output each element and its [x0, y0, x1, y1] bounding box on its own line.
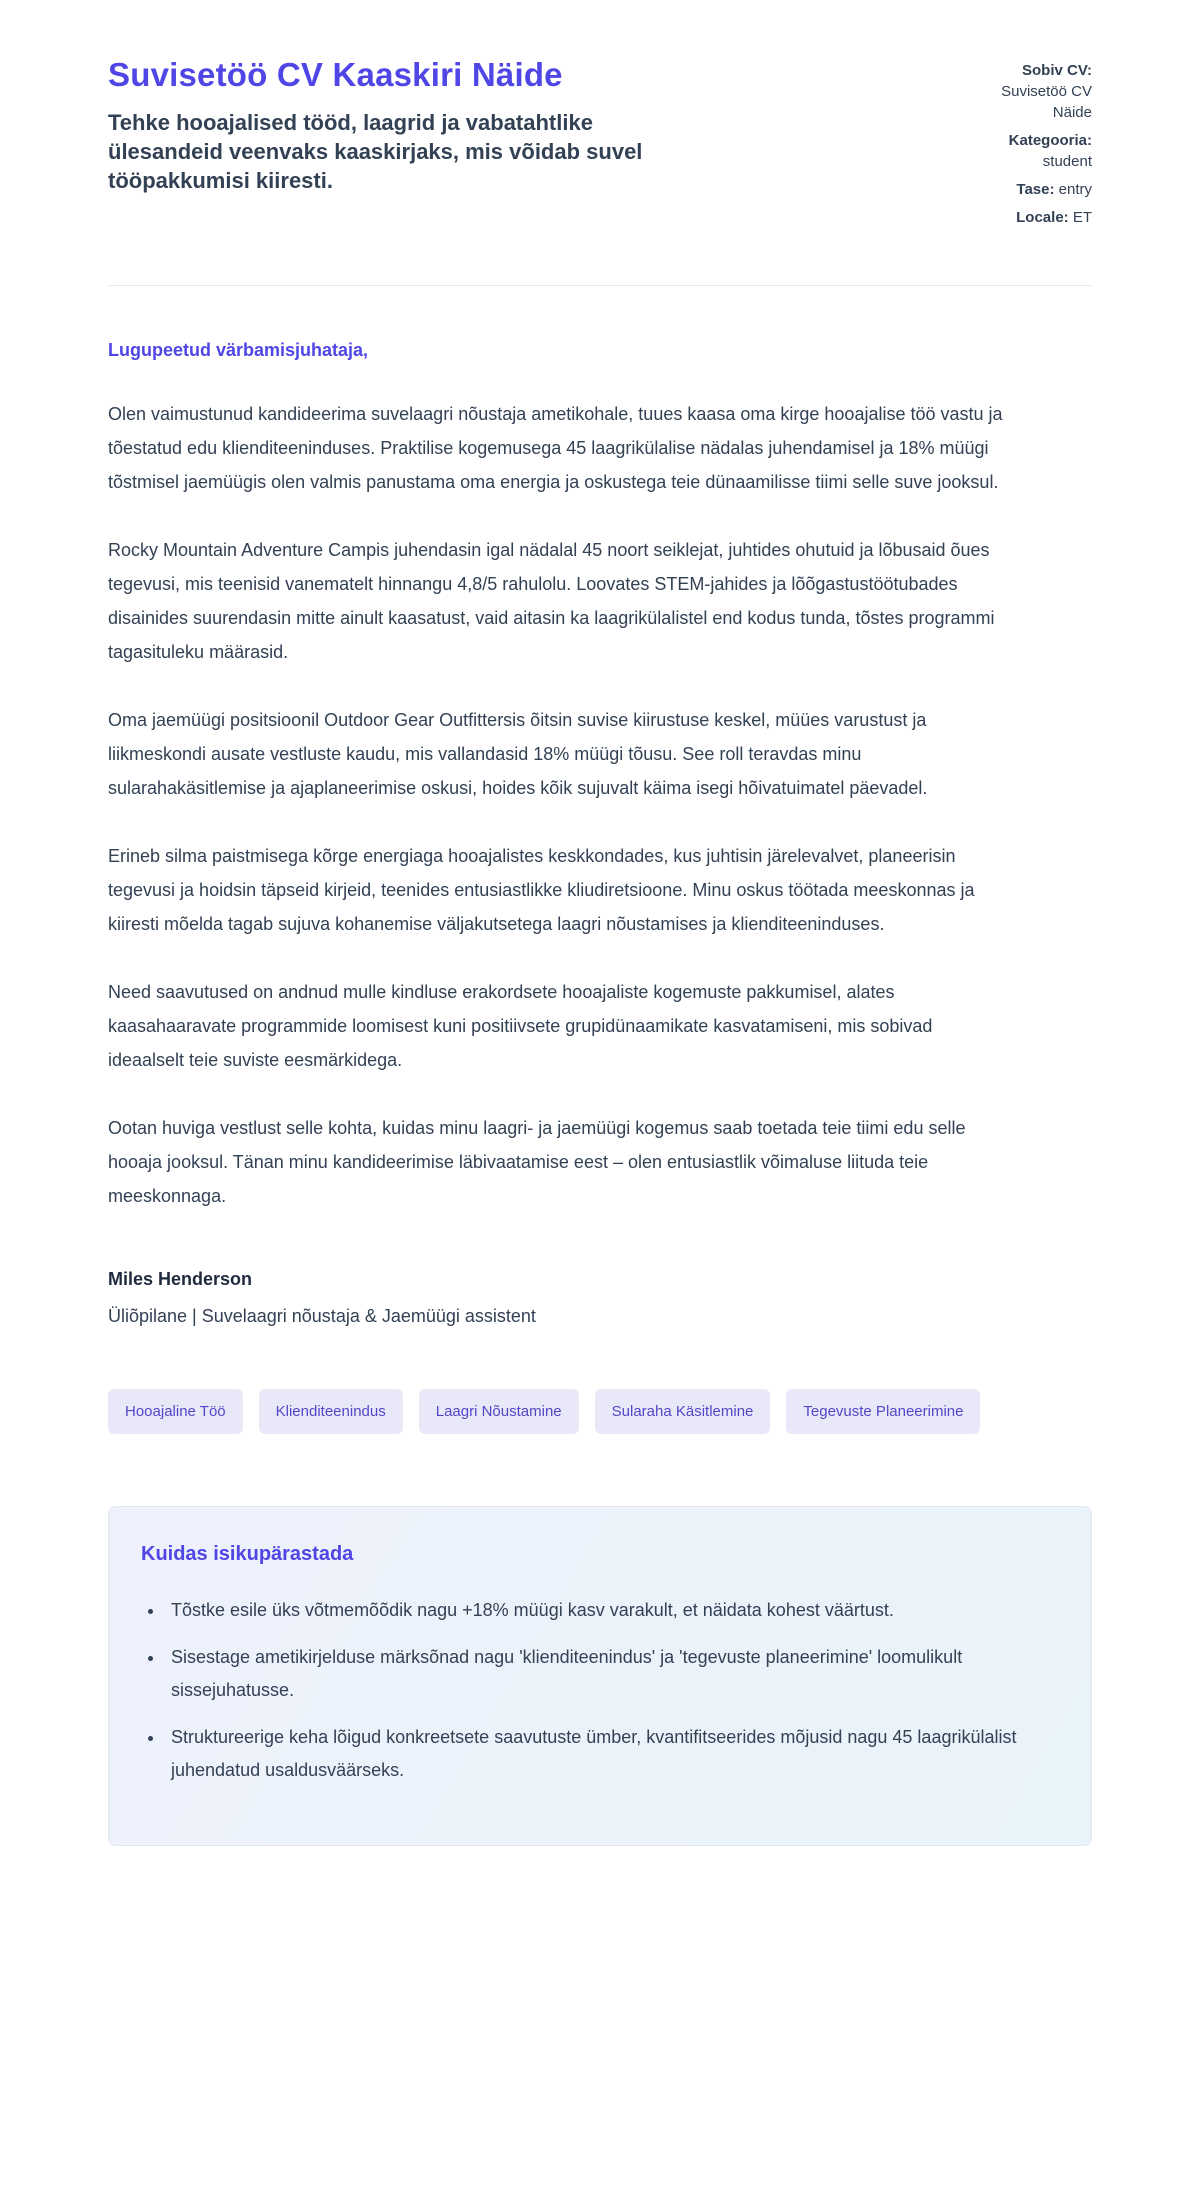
tag-chip[interactable]: Laagri Nõustamine [419, 1389, 579, 1434]
letter-paragraph: Oma jaemüügi positsioonil Outdoor Gear Outfittersis õitsin suvise kiirustuse keskel, müües varustust ja liikmeskondi ausate vestluste kaudu, mis vallandasid 18% müügi tõusu. See roll teravdas minu sularahakäsitlemise ja ajaplaneerimise oskusi, hoides kõik sujuvalt käima isegi hõivatuimatel päevadel. [108, 710, 928, 798]
letter-body [108, 397, 1092, 1213]
tag-list [108, 1389, 1013, 1434]
meta-level [962, 179, 1092, 200]
letter-paragraph: Erineb silma paistmisega kõrge energiaga hooajalistes keskkondades, kus juhtisin järelevalvet, planeerisin tegevusi ja hoidsin täpseid kirjeid, teenides entusiastlikke kliudiretsioone. Minu oskus töötada meeskonnas ja kiiresti mõelda tagab sujuva kohanemise väljakutsetega laagri nõustamises ja klienditeeninduses. [108, 846, 975, 934]
page [108, 0, 1092, 1846]
meta-matching-cv-value: Suvisetöö CV Näide [1001, 83, 1092, 121]
tip-item: • Struktureerige keha lõigud konkreetsete saavutuste ümber, kvantifitseerides mõjusid nagu 45 laagrikülalist juhendatud usaldusväärseks. [165, 1721, 1045, 1787]
meta-level-value: entry [1058, 181, 1092, 198]
tag-chip[interactable]: Sularaha Käsitlemine [595, 1389, 771, 1434]
tag-chip[interactable]: Klienditeenindus [259, 1389, 403, 1434]
meta-category [962, 130, 1092, 172]
meta-locale-value: ET [1072, 209, 1092, 226]
meta-matching-cv-label: Sobiv CV: [1021, 62, 1092, 79]
divider [108, 285, 1092, 286]
letter-paragraph: Rocky Mountain Adventure Campis juhendasin igal nädalal 45 noort seiklejat, juhtides ohutuid ja lõbusaid õues tegevusi, mis teenisid vanematelt hinnangu 4,8/5 rahulolu. Loovates STEM-jahides ja lõõgastustöötubades disainides suurendasin mitte ainult kaasatust, vaid aitasin ka laagrikülalistel end kodus tunda, tõstes programmi tagasituleku määrasid. [108, 540, 995, 662]
header-left [108, 56, 688, 195]
tips-heading: Kuidas isikupärastada [141, 1543, 354, 1565]
greeting: Lugupeetud värbamisjuhataja, [108, 340, 369, 360]
tip-item: • Sisestage ametikirjelduse märksõnad nagu 'klienditeenindus' ja 'tegevuste planeerimine' loomulikult sissejuhatusse. [165, 1641, 1045, 1707]
page-subtitle: Tehke hooajalised tööd, laagrid ja vabatahtlike ülesandeid veenvaks kaaskirjaks, mis võidab suvel tööpakkumisi kiiresti. [108, 110, 643, 193]
signature-name: Miles Henderson [108, 1269, 253, 1289]
tip-item: • Tõstke esile üks võtmemõõdik nagu +18% müügi kasv varakult, et näidata kohest väärtust. [165, 1594, 1045, 1627]
letter-paragraph: Olen vaimustunud kandideerima suvelaagri nõustaja ametikohale, tuues kaasa oma kirge hooajalise töö vastu ja tõestatud edu klienditeeninduses. Praktilise kogemusega 45 laagrikülalise nädalas juhendamisel ja 18% müügi tõstmisel jaemüügis olen valmis panustama oma energia ja oskustega teie dünaamilisse tiimi selle suve jooksul. [108, 404, 1003, 492]
meta-locale [962, 207, 1092, 228]
meta-panel [962, 56, 1092, 235]
tag-chip[interactable]: Hooajaline Töö [108, 1389, 243, 1434]
tag-chip[interactable]: Tegevuste Planeerimine [786, 1389, 980, 1434]
letter-paragraph: Ootan huviga vestlust selle kohta, kuidas minu laagri- ja jaemüügi kogemus saab toetada teie tiimi edu selle hooaja jooksul. Tänan minu kandideerimise läbivaatamise eest – olen entusiastlik võimaluse liituda teie meeskonnaga. [108, 1118, 966, 1206]
tips-list [141, 1594, 1051, 1787]
signature-role: Üliõpilane | Suvelaagri nõustaja & Jaemüügi assistent [108, 1306, 536, 1326]
meta-locale-label: Locale: [1016, 209, 1069, 226]
letter-paragraph: Need saavutused on andnud mulle kindluse erakordsete hooajaliste kogemuste pakkumisel, alates kaasahaaravate programmide loomisest kuni positiivsete grupidünaamikate kasvatamiseni, mis sobivad ideaalselt teie suviste eesmärkidega. [108, 982, 933, 1070]
page-title: Suvisetöö CV Kaaskiri Näide [108, 56, 563, 93]
meta-matching-cv [962, 60, 1092, 123]
tips-box [108, 1506, 1092, 1846]
meta-level-label: Tase: [1016, 181, 1055, 198]
header [108, 56, 1092, 235]
meta-category-label: Kategooria: [1008, 132, 1092, 149]
cover-letter [108, 340, 1092, 1327]
meta-category-value: student [1042, 153, 1092, 170]
